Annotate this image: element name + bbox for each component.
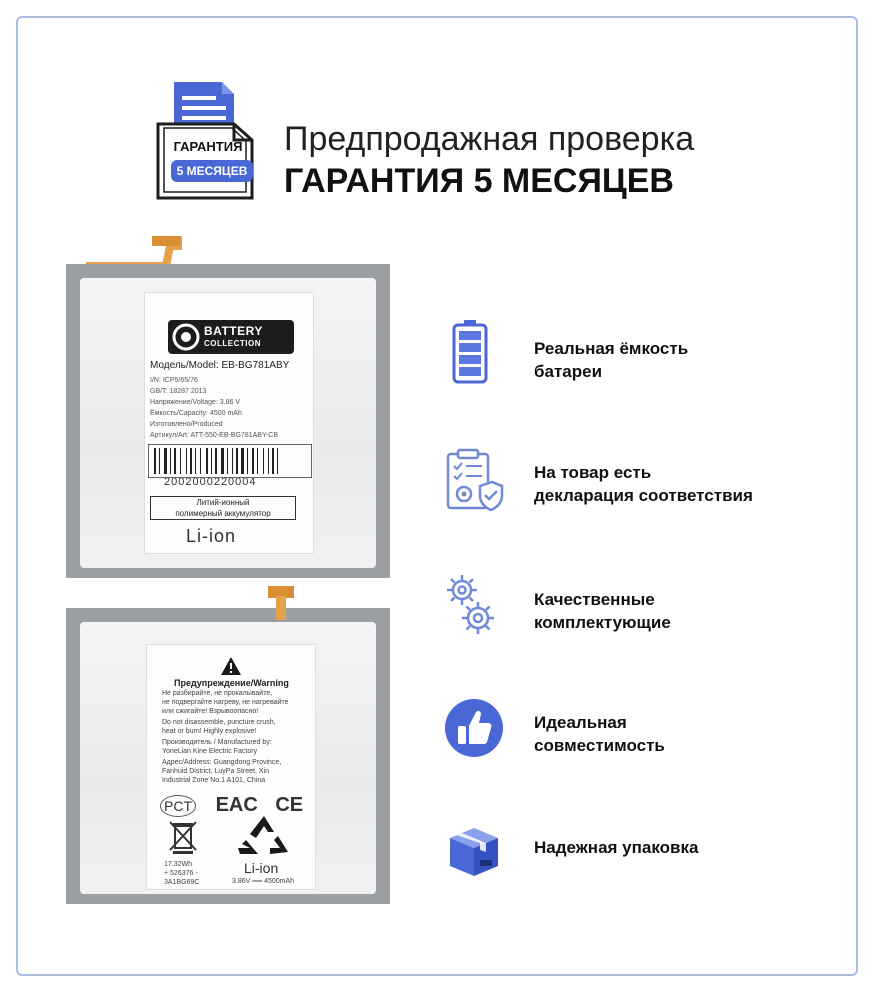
logo-text-collection: COLLECTION bbox=[204, 339, 261, 348]
warranty-badge-term: 5 МЕСЯЦЕВ bbox=[171, 160, 253, 182]
manufacturer-line: YoneLian Kine Electric Factory bbox=[162, 748, 258, 755]
feature-text-capacity bbox=[534, 337, 688, 383]
feature-line: Качественные bbox=[534, 590, 655, 609]
battery-level-icon bbox=[452, 320, 488, 384]
crossed-bin-icon bbox=[168, 820, 198, 854]
battery-spec-line: GB/T: 18287 2013 bbox=[150, 388, 207, 395]
barcode-bar bbox=[190, 448, 192, 474]
battery-flex-cable-back bbox=[264, 586, 300, 620]
chemistry-line: полимерный аккумулятор bbox=[175, 509, 271, 518]
barcode-bar bbox=[232, 448, 233, 474]
warning-line: Не разбирайте, не прокалывайте, bbox=[162, 690, 273, 697]
barcode-bar bbox=[195, 448, 196, 474]
battery-spec-line: Артикул/Art: ATT-550-EB-BG781ABY-CB bbox=[150, 432, 279, 439]
battery-spec-line: Напряжение/Voltage: 3.86 V bbox=[150, 399, 241, 406]
feature-text-declaration bbox=[534, 461, 753, 507]
battery-photo-front bbox=[66, 264, 390, 578]
chemistry-box bbox=[150, 496, 296, 520]
barcode-bar bbox=[236, 448, 238, 474]
barcode-bar bbox=[174, 448, 176, 474]
logo-circle-icon bbox=[172, 323, 200, 351]
barcode-bar bbox=[154, 448, 156, 474]
barcode bbox=[148, 444, 312, 478]
feature-line: декларация соответствия bbox=[534, 486, 753, 505]
battery-spec-line: Ёмкость/Capacity: 4500 mAh bbox=[150, 410, 242, 417]
barcode-bar bbox=[257, 448, 258, 474]
chemistry-line: Литий-ионный bbox=[196, 498, 250, 507]
feature-line: комплектующие bbox=[534, 613, 671, 632]
barcode-bar bbox=[247, 448, 248, 474]
barcode-bar bbox=[200, 448, 201, 474]
battery-spec-line: I/N: ICP5/65/76 bbox=[150, 377, 198, 384]
battery-photo-back bbox=[66, 608, 390, 904]
li-ion-label: Li-ion bbox=[186, 526, 237, 546]
warning-line: не подвергайте нагреву, не нагревайте bbox=[162, 699, 289, 706]
thumbs-up-icon bbox=[444, 698, 504, 758]
manufacturer-line: Производитель / Manufactured by: bbox=[162, 739, 272, 746]
battery-collection-logo bbox=[168, 320, 294, 354]
barcode-bar bbox=[211, 448, 212, 474]
feature-line: На товар есть bbox=[534, 463, 652, 482]
page-title: ГАРАНТИЯ 5 МЕСЯЦЕВ bbox=[284, 162, 674, 200]
barcode-serial: 2002000220004 bbox=[164, 476, 257, 488]
barcode-bar bbox=[227, 448, 228, 474]
warranty-badge-label: ГАРАНТИЯ bbox=[173, 139, 243, 154]
barcode-bar bbox=[186, 448, 187, 474]
li-ion-label: Li-ion bbox=[244, 860, 279, 876]
voltage-capacity: 3.86V ══ 4500mAh bbox=[232, 878, 295, 885]
certificate-gear-shield-icon bbox=[444, 448, 504, 512]
address-line: Fanhuid District, LuyPa Street, Xin bbox=[162, 768, 269, 775]
barcode-bar bbox=[277, 448, 278, 474]
barcode-bar bbox=[170, 448, 171, 474]
barcode-bar bbox=[215, 448, 217, 474]
battery-spec-line: Изготовлено/Produced bbox=[150, 421, 223, 428]
logo-text-battery: BATTERY bbox=[204, 324, 263, 338]
warning-title: Предупреждение/Warning bbox=[174, 678, 289, 688]
battery-back-specs bbox=[164, 860, 199, 887]
spec-line: + 526376 - bbox=[164, 870, 198, 877]
barcode-bar bbox=[159, 448, 160, 474]
barcode-bar bbox=[180, 448, 181, 474]
spec-line: 3A1BG69C bbox=[164, 879, 200, 886]
gears-icon bbox=[444, 572, 496, 638]
warning-line: Do not disassemble, puncture crush, bbox=[162, 719, 276, 726]
feature-line: Идеальная bbox=[534, 713, 627, 732]
spec-line: 17.32Wh bbox=[164, 861, 193, 868]
feature-line: Реальная ёмкость bbox=[534, 339, 689, 358]
warning-line: heat or burn! Highly explosive! bbox=[162, 728, 257, 735]
barcode-bar bbox=[272, 448, 274, 474]
battery-model: Модель/Model: EB-BG781ABY bbox=[150, 360, 290, 371]
feature-text-packaging bbox=[534, 836, 698, 859]
feature-line: совместимость bbox=[534, 736, 665, 755]
address-line: Industrial Zone No.1 A101, China bbox=[162, 777, 266, 784]
barcode-bar bbox=[206, 448, 208, 474]
package-box-icon bbox=[444, 820, 504, 880]
barcode-bar bbox=[252, 448, 254, 474]
page-subtitle: Предпродажная проверка bbox=[284, 120, 695, 158]
warning-line: или сжигайте! Взрывоопасно! bbox=[162, 708, 259, 715]
pct-mark-icon: PCT bbox=[160, 795, 196, 817]
barcode-bar bbox=[221, 448, 224, 474]
eac-mark: EAC bbox=[215, 794, 258, 816]
barcode-bar bbox=[164, 448, 167, 474]
feature-line: Надежная упаковка bbox=[534, 838, 699, 857]
feature-text-components bbox=[534, 588, 671, 634]
barcode-bar bbox=[263, 448, 264, 474]
recycle-icon bbox=[236, 814, 292, 858]
ce-mark: CE bbox=[275, 794, 304, 816]
barcode-bar bbox=[241, 448, 244, 474]
warning-triangle-icon bbox=[220, 656, 242, 676]
feature-line: батареи bbox=[534, 362, 603, 381]
address-line: Адрес/Address: Guangdong Province, bbox=[162, 759, 282, 766]
feature-text-compatibility bbox=[534, 711, 665, 757]
barcode-bar bbox=[268, 448, 269, 474]
